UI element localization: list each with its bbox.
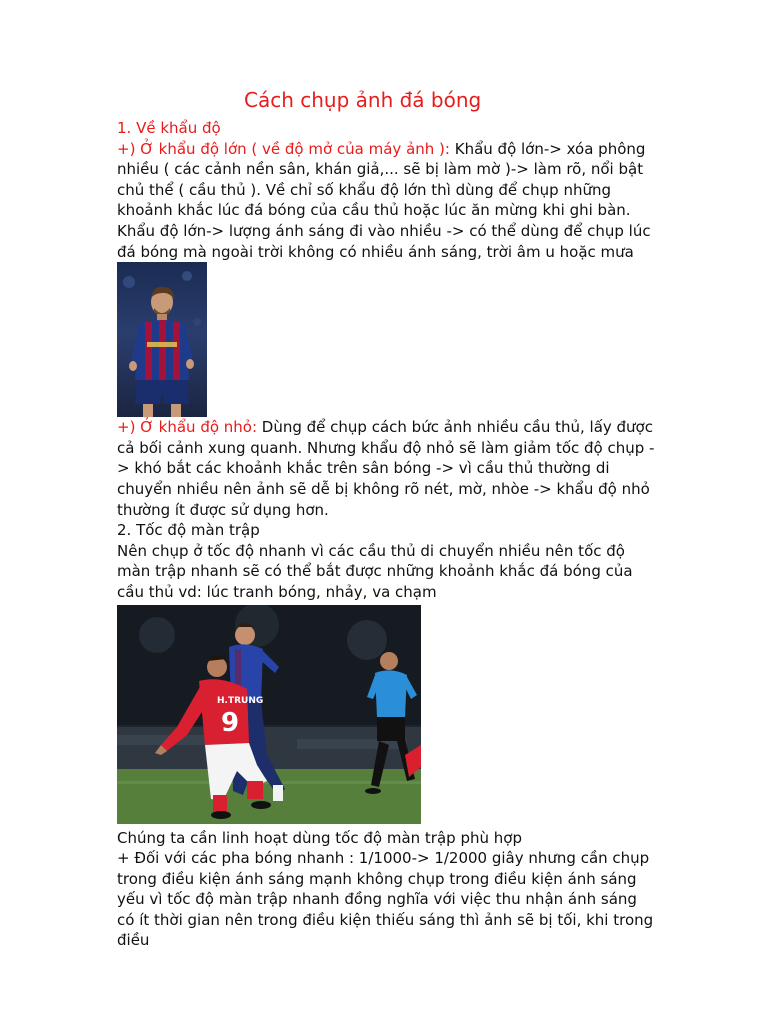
- paragraph-flexible-shutter: Chúng ta cần linh hoạt dùng tốc độ màn trập phù hợp: [117, 828, 522, 847]
- small-aperture-text: Dùng để chụp cách bức ảnh nhiều cầu thủ, lấy được cả bối cảnh xung quanh. Nhưng khẩu độ nhỏ sẽ làm giảm tốc độ chụp -> khó bắt các khoảnh khắc trên sân bóng -> vì cầu thủ thường di chuyển nhiều nên ảnh sẽ dễ bị không rõ nét, mờ, nhòe -> khẩu độ nhỏ thường ít được sử dụng hơn.: [117, 418, 655, 519]
- document-title: Cách chụp ảnh đá bóng: [244, 88, 482, 112]
- paragraph-large-aperture: [117, 139, 657, 221]
- paragraph-shutter-speed: Nên chụp ở tốc độ nhanh vì các cầu thủ di chuyển nhiều nên tốc độ màn trập nhanh sẽ có thể bắt được những khoảnh khắc đá bóng của cầu thủ vd: lúc tranh bóng, nhảy, va chạm: [117, 541, 633, 601]
- paragraph-small-aperture: [117, 417, 657, 520]
- section1-heading: 1. Về khẩu độ: [117, 119, 221, 137]
- jersey-number: 9: [221, 707, 240, 738]
- large-aperture-text: Khẩu độ lớn-> xóa phông nhiều ( các cảnh nền sân, khán giả,... sẽ bị làm mờ )-> làm rõ, nổi bật chủ thể ( cầu thủ ). Về chỉ số khẩu độ lớn thì dùng để chụp những khoảnh khắc lúc đá bóng của cầu thủ hoặc lúc ăn mừng khi ghi bàn.: [117, 139, 646, 220]
- paragraph-fast-play: + Đối với các pha bóng nhanh : 1/1000-> 1/2000 giây nhưng cần chụp trong điều kiện ánh sáng mạnh không chụp trong điều kiện ánh sáng yếu vì tốc độ màn trập nhanh đồng nghĩa với việc thu nhận ánh sáng có ít thời gian nên trong điều kiện thiếu sáng thì ảnh sẽ bị tối, khi trong điều: [117, 849, 654, 950]
- match-action-photo: [117, 605, 421, 824]
- paragraph-light-intake: Khẩu độ lớn-> lượng ánh sáng đi vào nhiều -> có thể dùng để chụp lúc đá bóng mà ngoài trời không có nhiều ánh sáng, trời âm u hoặc mưa: [117, 221, 651, 261]
- document-body: [117, 86, 657, 951]
- jersey-name: H.TRUNG: [217, 695, 264, 706]
- player-portrait-photo: [117, 262, 207, 417]
- section2-heading: 2. Tốc độ màn trập: [117, 521, 260, 540]
- small-aperture-lead: +) Ở khẩu độ nhỏ:: [117, 418, 258, 437]
- large-aperture-lead: +) Ở khẩu độ lớn ( về độ mở của máy ảnh ):: [117, 139, 450, 158]
